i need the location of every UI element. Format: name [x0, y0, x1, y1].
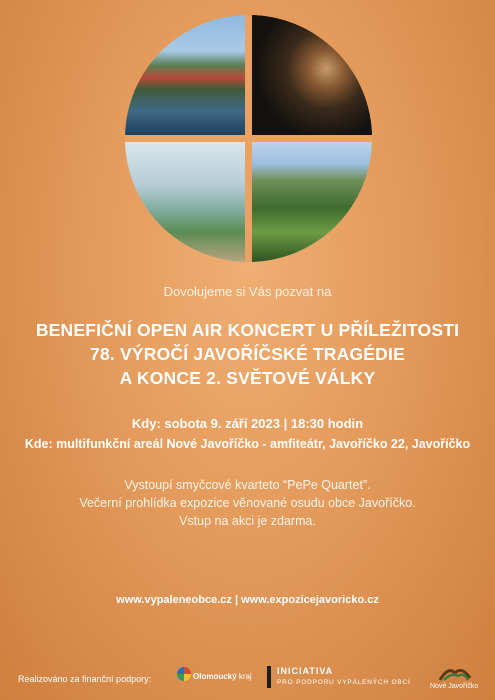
- nove-javoricko-logo: [430, 664, 480, 694]
- photo-building-pond: [125, 15, 245, 135]
- nove-javoricko-text: Nové Javoříčko: [430, 683, 479, 690]
- iniciativa-subtitle: PRO PODPORU VYPÁLENÝCH OBCÍ: [277, 679, 411, 686]
- event-location: Kde: multifunkční areál Nové Javoříčko - amfiteátr, Javoříčko 22, Javoříčko: [24, 437, 471, 451]
- nove-javoricko-icon: [438, 664, 472, 682]
- photo-violinist: [252, 15, 372, 135]
- info-line-3: Vstup na akci je zdarma.: [179, 514, 316, 528]
- iniciativa-bar-icon: [267, 666, 271, 688]
- support-label: Realizováno za finanční podpory:: [18, 674, 152, 684]
- heading-line-2: 78. VÝROČÍ JAVOŘÍČSKÉ TRAGÉDIE: [90, 344, 405, 364]
- heading-line-3: A KONCE 2. SVĚTOVÉ VÁLKY: [119, 368, 376, 388]
- olomoucky-kraj-text: Olomoucký kraj: [193, 672, 252, 681]
- photo-aerial-landscape: [252, 142, 372, 262]
- info-line-1: Vystoupí smyčcové kvarteto “PePe Quartet”.: [124, 478, 371, 492]
- heading-line-1: BENEFIČNÍ OPEN AIR KONCERT U PŘÍLEŽITOSTI: [35, 320, 460, 340]
- photo-collage: [125, 15, 372, 262]
- website-links[interactable]: www.vypaleneobce.cz | www.expozicejavoricko.cz: [116, 594, 379, 606]
- info-line-2: Večerní prohlídka expozice věnované osudu obce Javoříčko.: [79, 496, 416, 510]
- photo-exhibition-model: [125, 142, 245, 262]
- iniciativa-title: INICIATIVA: [277, 666, 334, 676]
- iniciativa-logo: [267, 666, 437, 690]
- olomoucky-kraj-logo: [177, 666, 251, 688]
- event-heading: [0, 318, 495, 390]
- divider-vertical: [245, 15, 252, 262]
- event-info: [0, 476, 495, 530]
- olomoucky-kraj-icon: [177, 667, 191, 681]
- invite-text: Dovolujeme si Vás pozvat na: [163, 284, 332, 299]
- event-date: Kdy: sobota 9. září 2023 | 18:30 hodin: [131, 416, 364, 431]
